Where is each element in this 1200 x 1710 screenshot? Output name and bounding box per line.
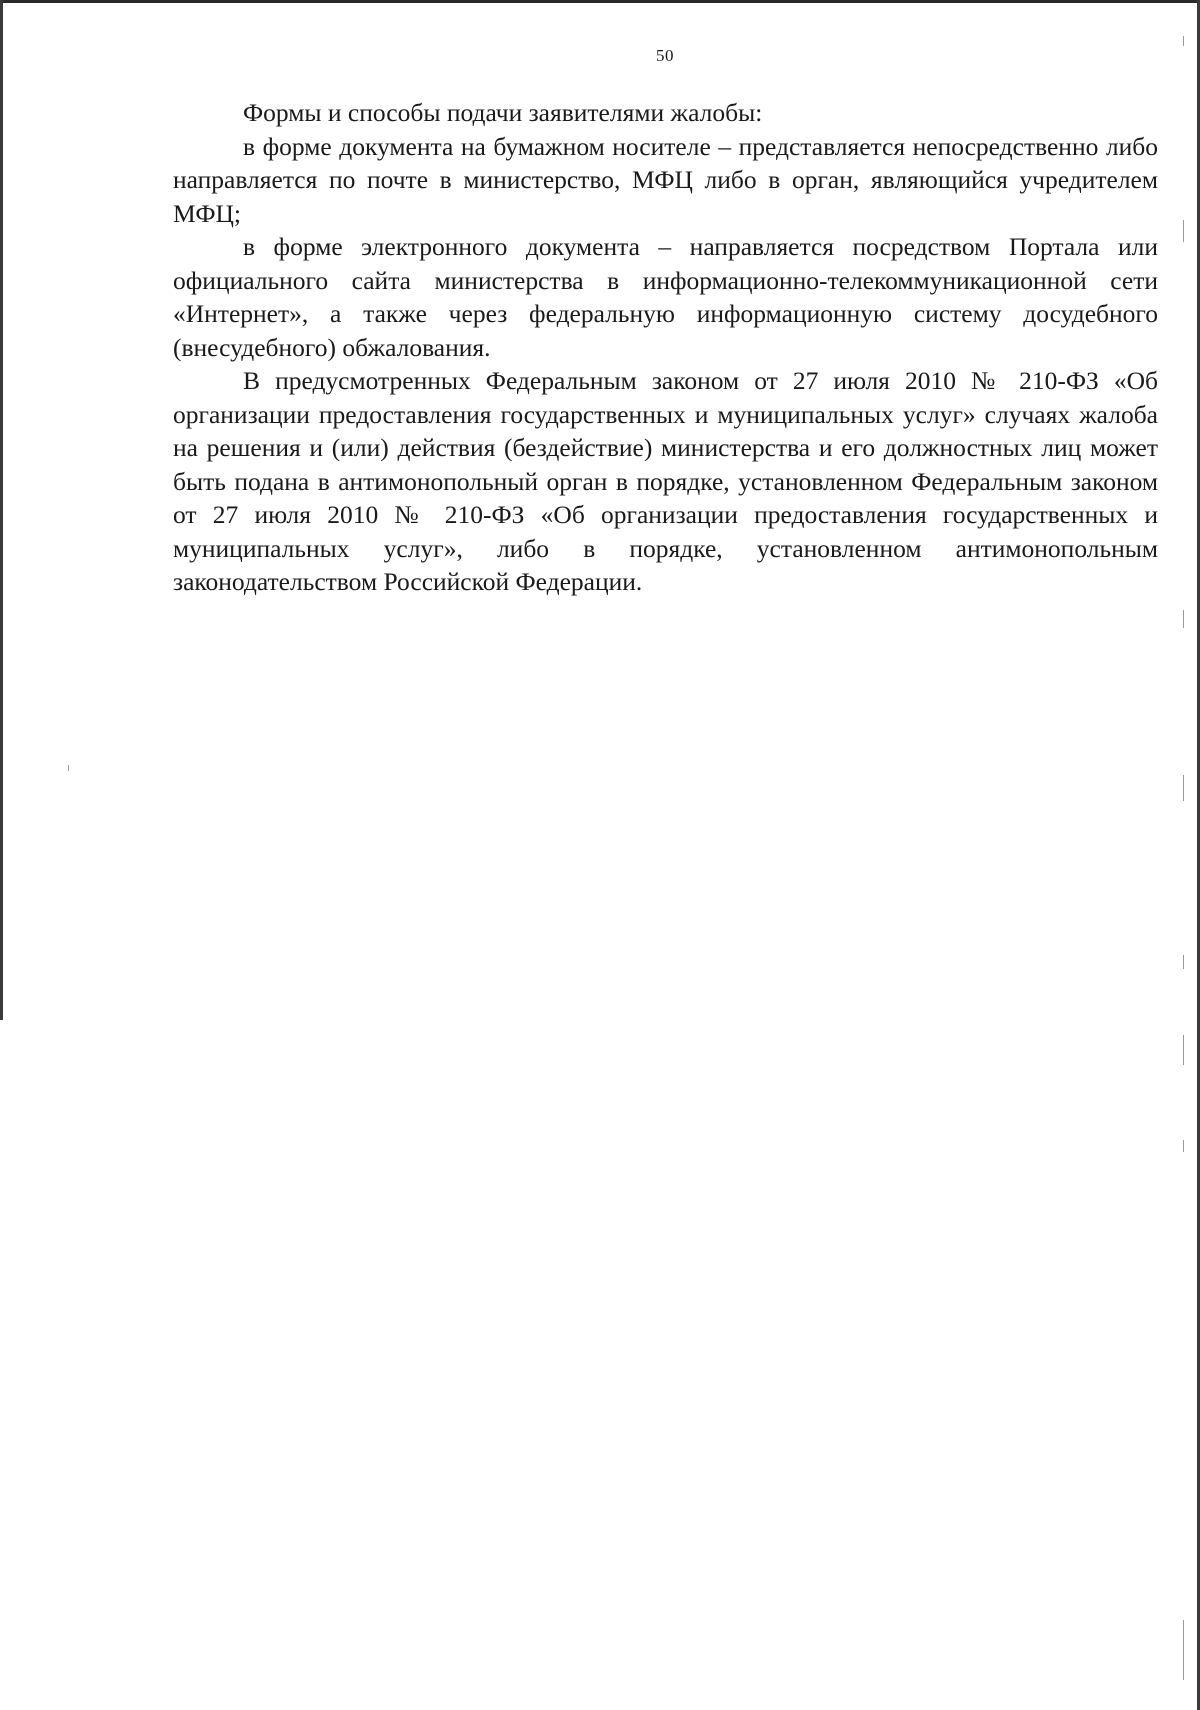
scan-speck [1183,220,1184,242]
scan-border-top [0,0,1200,3]
scan-speck [1183,1035,1184,1065]
paragraph-complaint-forms-heading: Формы и способы подачи заявителями жалобы: [243,98,763,127]
scan-speck [1183,955,1184,969]
scan-speck [1183,1140,1184,1152]
paragraph-paper-form: в форме документа на бумажном носителе – представляется непосредственно либо направляется по почте в министерство, МФЦ либо в орган, являющийся учредителем МФЦ; [173,131,1158,228]
paragraph-electronic-form: в форме электронного документа – направляется посредством Портала или официального сайта министерства в информационно-телекоммуникационной сети «Интернет», а также через федеральную информационную систему досудебного (внесудебного) обжалования. [173,232,1158,362]
scan-speck [68,765,69,771]
scan-speck [1183,1620,1184,1680]
page-number: 50 [656,46,674,65]
scan-border-left [0,0,3,1020]
scan-speck [1183,36,1184,46]
document-body [173,96,1158,599]
scan-speck [1183,610,1184,628]
scan-speck [1183,775,1184,801]
paragraph-antimonopoly-authority: В предусмотренных Федеральным законом от 27 июля 2010 № 210-ФЗ «Об организации предоставления государственных и муниципальных услуг» случаях жалоба на решения и (или) действия (бездействие) министерства и его должностных лиц может быть подана в антимонопольный орган в порядке, установленном Федеральным законом от 27 июля 2010 № 210-ФЗ «Об организации предоставления государственных и муниципальных услуг», либо в порядке, установленном антимонопольным законодательством Российской Федерации. [173,366,1158,596]
